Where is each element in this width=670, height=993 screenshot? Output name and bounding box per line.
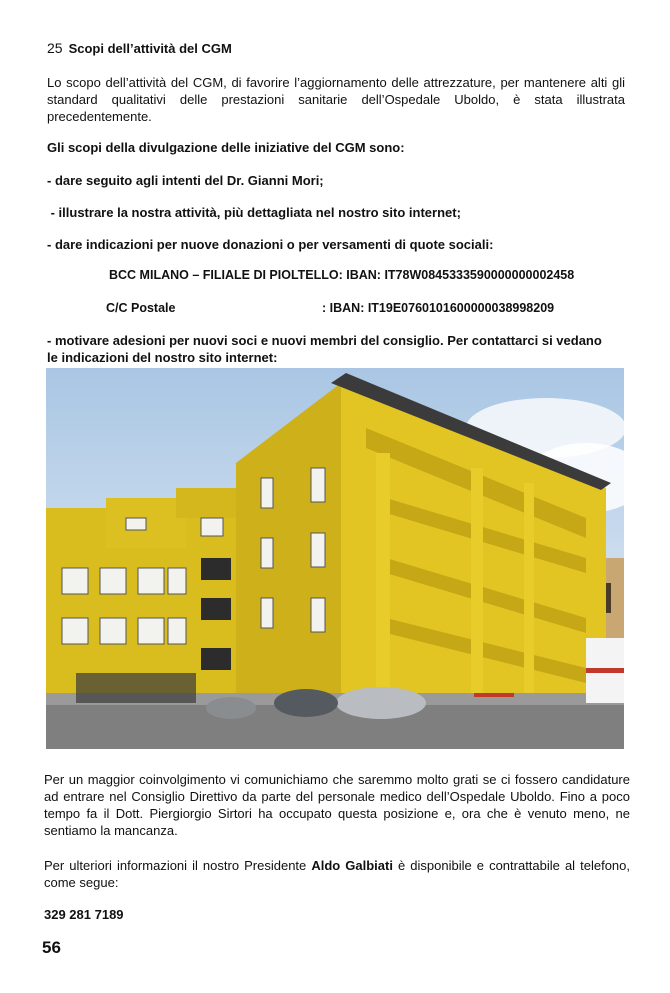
page-number: 56: [42, 938, 61, 957]
bcc-iban: BCC MILANO – FILIALE DI PIOLTELLO: IBAN: IT78W0845333590000000002458: [109, 268, 575, 282]
president-name: Aldo Galbiati: [311, 858, 393, 873]
section-number: 25: [47, 40, 63, 56]
hospital-building-photo: [46, 368, 624, 749]
postal-label: C/C Postale: [106, 301, 176, 315]
info-before: Per ulteriori informazioni il nostro Presidente: [44, 858, 312, 873]
intro-paragraph: Lo scopo dell’attività del CGM, di favorire l’aggiornamento delle attrezzature, per mantenere alti gli standard qualitativi delle prestazioni sanitarie dell’Ospedale Uboldo, è stata illustrata precedentemente.: [47, 75, 625, 124]
goal-item-1: - dare seguito agli intenti del Dr. Gianni Mori;: [47, 173, 324, 188]
goal-item-2: - illustrare la nostra attività, più dettagliata nel nostro sito internet;: [47, 205, 461, 220]
goal-item-last: - motivare adesioni per nuovi soci e nuovi membri del consiglio. Per contattarci si vedano le indicazioni del nostro sito internet:: [47, 333, 602, 365]
postal-iban: : IBAN: IT19E0760101600000038998209: [322, 301, 555, 315]
section-title: Scopi dell’attività del CGM: [68, 41, 232, 56]
goal-item-3: - dare indicazioni per nuove donazioni o per versamenti di quote sociali:: [47, 237, 494, 252]
phone-number: 329 281 7189: [44, 907, 124, 922]
goals-heading: Gli scopi della divulgazione delle iniziative del CGM sono:: [47, 140, 405, 155]
body-paragraph: Per un maggior coinvolgimento vi comunichiamo che saremmo molto grati se ci fossero candidature ad entrare nel Consiglio Direttivo da parte del personale medico dell’Ospedale Uboldo. Fino a poco tempo fa il Dott. Piergiorgio Sirtori ha occupato questa posizione e, ora che è venuto meno, ne sentiamo la mancanza.: [44, 772, 630, 838]
info-after: è disponibile e contrattabile al telefono, come segue:: [44, 858, 630, 890]
section-heading: [47, 40, 232, 56]
info-paragraph: [44, 857, 630, 891]
